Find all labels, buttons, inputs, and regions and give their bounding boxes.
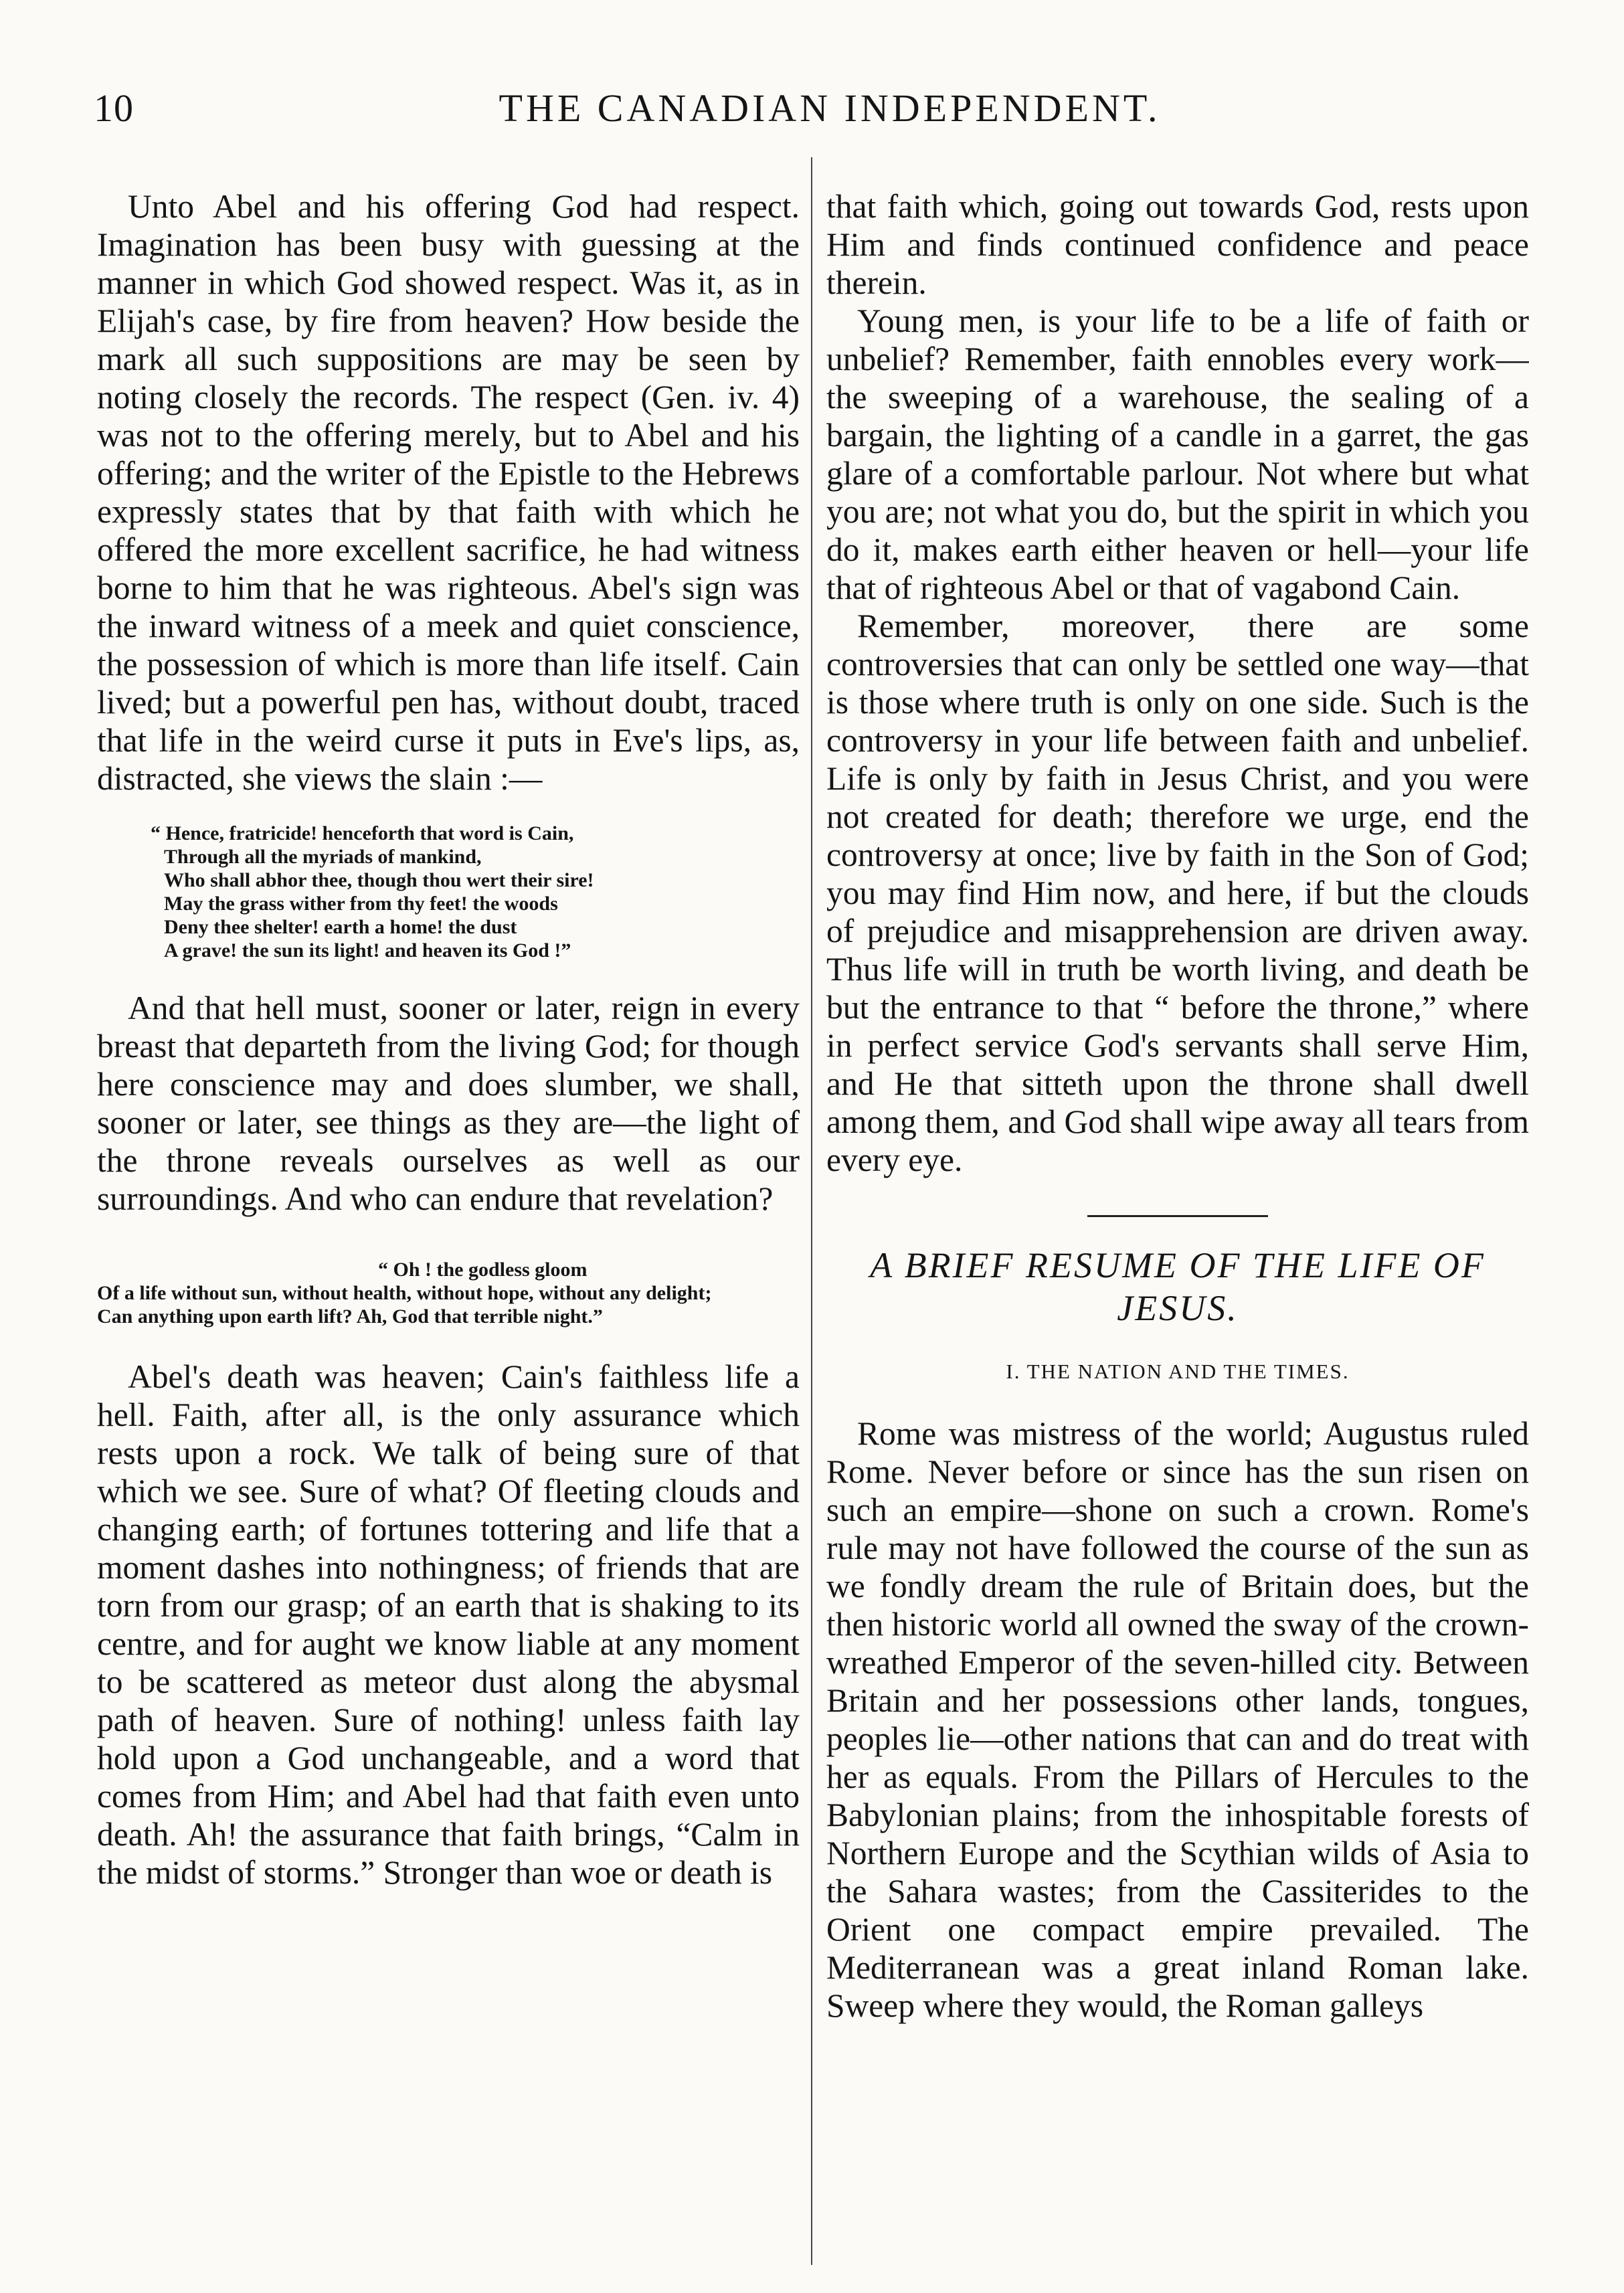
paragraph: And that hell must, sooner or later, reign in every breast that departeth from the living God; for though here conscience may and does slumber, we shall, sooner or later, see things as they are—the light of the throne reveals ourselves as well as our surroundings. And who can endure that revelation?: [97, 990, 800, 1217]
poem-line: Who shall abhor thee, though thou wert their sire!: [164, 869, 594, 891]
poem-line: May the grass wither from thy feet! the woods: [164, 893, 558, 915]
poem-line: Deny thee shelter! earth a home! the dust: [164, 916, 517, 938]
paragraph: Young men, is your life to be a life of faith or unbelief? Remember, faith ennobles every work—the sweeping of a warehouse, the sealing of a bargain, the lighting of a candle in a garret, the gas glare of a comfortable parlour. Not where but what you are; not what you do, but the spirit in which you do it, makes earth either heaven or hell—your life that of righteous Abel or that of vagabond Cain.: [826, 302, 1529, 606]
poem-line: Of a life without sun, without health, without hope, without any delight;: [97, 1282, 712, 1304]
poem-line: “ Oh ! the godless gloom: [378, 1259, 588, 1281]
journal-title: THE CANADIAN INDEPENDENT.: [499, 86, 1161, 130]
section-title: A BRIEF RESUME OF THE LIFE OF JESUS.: [870, 1245, 1485, 1328]
paragraph: that faith which, going out towards God, rests upon Him and finds continued confidence and peace therein.: [826, 188, 1529, 301]
poem-quote: [97, 1258, 800, 1328]
paragraph: Remember, moreover, there are some controversies that can only be settled one way—that is those where truth is only on one side. Such is the controversy in your life between faith and unbelief. Life is only by faith in Jesus Christ, and you were not created for death; therefore we urge, end the controversy at once; live by faith in the Son of God; you may find Him now, and here, if but the clouds of prejudice and misapprehension are driven away. Thus life will in truth be worth living, and death be but the entrance to that “ before the throne,” where in perfect service God's servants shall serve Him, and He that sitteth upon the throne shall dwell among them, and God shall wipe away all tears from every eye.: [826, 608, 1529, 1178]
left-column: [97, 187, 800, 2268]
poem-line: Through all the myriads of mankind,: [164, 846, 482, 868]
poem-line: “ Hence, fratricide! henceforth that word is Cain,: [151, 822, 574, 844]
section-rule: [1087, 1215, 1268, 1217]
paragraph: Rome was mistress of the world; Augustus ruled Rome. Never before or since has the sun risen on such an empire—shone on such a crown. Rome's rule may not have followed the course of the sun as we fondly dream the rule of Britain does, but the then historic world all owned the sway of the crown-wreathed Emperor of the seven-hilled city. Between Britain and her possessions other lands, tongues, peoples lie—other nations that can and do treat with her as equals. From the Pillars of Hercules to the Babylonian plains; from the inhospitable forests of Northern Europe and the Scythian wilds of Asia to the Sahara wastes; from the Cassiterides to the Orient one compact empire prevailed. The Mediterranean was a great inland Roman lake. Sweep where they would, the Roman galleys: [826, 1415, 1529, 2024]
poem-line: A grave! the sun its light! and heaven its God !”: [164, 939, 571, 961]
page-number: 10: [94, 86, 134, 130]
paragraph: Abel's death was heaven; Cain's faithless life a hell. Faith, after all, is the only assurance which rests upon a rock. We talk of being sure of that which we see. Sure of what? Of fleeting clouds and changing earth; of fortunes tottering and life that a moment dashes into nothingness; of friends that are torn from our grasp; of an earth that is shaking to its centre, and for aught we know liable at any moment to be scattered as meteor dust along the abysmal path of heaven. Sure of nothing! unless faith lay hold upon a God unchangeable, and a word that comes from Him; and Abel had that faith even unto death. Ah! the assurance that faith brings, “Calm in the midst of storms.” Stronger than woe or death is: [97, 1358, 800, 1891]
page-header: [87, 86, 1572, 139]
section-subheading: I. THE NATION AND THE TIMES.: [1006, 1360, 1350, 1383]
paragraph: Unto Abel and his offering God had respect. Imagination has been busy with guessing at the manner in which God showed respect. Was it, as in Elijah's case, by fire from heaven? How beside the mark all such suppositions are may be seen by noting closely the records. The respect (Gen. iv. 4) was not to the offering merely, but to Abel and his offering; and the writer of the Epistle to the Hebrews expressly states that by that faith with which he offered the more excellent sacrifice, he had witness borne to him that he was righteous. Abel's sign was the inward witness of a meek and quiet conscience, the possession of which is more than life itself. Cain lived; but a powerful pen has, without doubt, traced that life in the weird curse it puts in Eve's lips, as, distracted, she views the slain :—: [97, 188, 800, 797]
poem-quote: [151, 822, 800, 962]
right-column: [826, 187, 1529, 2268]
column-divider: [811, 157, 812, 2265]
poem-line: Can anything upon earth lift? Ah, God that terrible night.”: [97, 1305, 603, 1327]
